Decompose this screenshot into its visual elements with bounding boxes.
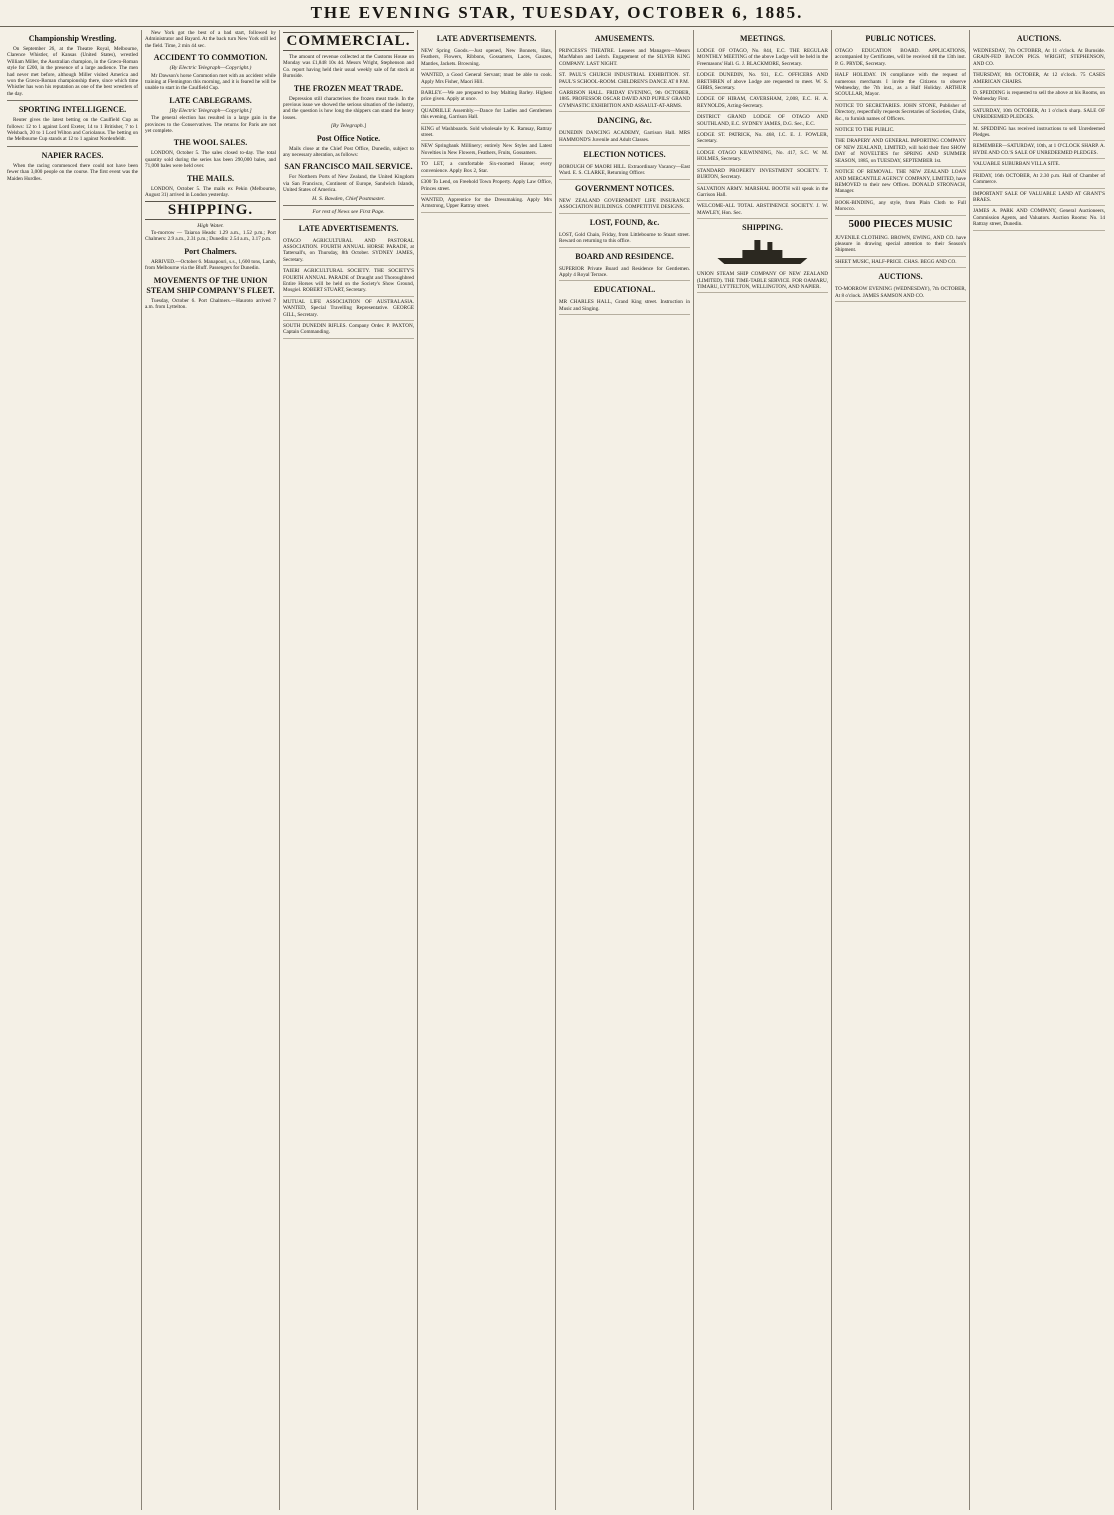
column-2 <box>142 30 280 1510</box>
advert: NOTICE TO SECRETARIES. JOHN STONE, Publisher of Directory, respectfully requests Secretaries of Societies, Clubs, &c., to furnish names of Officers. <box>835 101 966 125</box>
article-cablegrams: The general election has resulted in a large gain in the provinces to the Conservatives. The returns for Paris are not yet complete. <box>145 115 276 135</box>
heading-auctions: AUCTIONS. <box>878 272 923 282</box>
heading-shipping: SHIPPING. <box>742 223 783 233</box>
heading-public-notices: PUBLIC NOTICES. <box>865 34 936 43</box>
advert: MUTUAL LIFE ASSOCIATION OF AUSTRALASIA. WANTED, Special Travelling Representative. GEORGE GILL, Secretary. <box>283 297 414 321</box>
article-frozen-meat: Depression still characterises the frozen meat trade. In the previous issue we showed the serious situation of the industry, and the question is how long the shippers can stand the heavy losses. <box>283 95 414 121</box>
heading-mail-service: SAN FRANCISCO MAIL SERVICE. <box>284 162 413 172</box>
advert: FRIDAY, 16th OCTOBER, At 2.30 p.m. Hall of Chamber of Commerce. <box>973 171 1105 189</box>
advert: STANDARD PROPERTY INVESTMENT SOCIETY. T. BURTON, Secretary. <box>697 166 828 184</box>
advert: LODGE OF OTAGO, No. 844, E.C. THE REGULAR MONTHLY MEETING of the above Lodge will be held in the Freemasons' Hall. G. J. BLACKMORE, Secretary. <box>697 46 828 70</box>
advert: LODGE OF HIRAM, CAVERSHAM, 2,008, E.C. H. A. REYNOLDS, Acting-Secretary. <box>697 94 828 112</box>
advert: WANTED, a Good General Servant; must be able to cook. Apply Mrs Fisher, Maori Hill. <box>421 70 552 88</box>
column-5 <box>556 30 694 1510</box>
heading-accident: ACCIDENT TO COMMOTION. <box>153 53 268 63</box>
postmaster-signature: H. S. Bawden, Chief Postmaster. <box>312 195 385 202</box>
article-napier-races: When the racing commenced there could not have been fewer than 3,000 people on the course. The first event was the Maiden Hurdles. <box>7 162 138 182</box>
advert: LODGE DUNEDIN, No. 931, E.C. OFFICERS AND BRETHREN of above Lodge are requested to meet. W. S. GIBBS, Secretary. <box>697 70 828 94</box>
article-sporting: Reuter gives the latest betting on the Caulfield Cup as follows: 12 to 1 against Lord Exeter, 14 to 1 Britisher, 7 to 1 Welsbach, 20 to 1 Lord Wilton and Coriolanus. The betting on the Melbourne Cup stands at 12 to 1 against Nordenfeldt. <box>7 117 138 143</box>
advert: M. SPEDDING has received instructions to sell Unredeemed Pledges. <box>973 124 1105 142</box>
divider <box>7 100 138 101</box>
advert: LODGE OTAGO KILWINNING, No. 417, S.C. W. M. HOLMES, Secretary. <box>697 148 828 166</box>
subheading-telegraph: [By Electric Telegraph—Copyright.] <box>169 107 252 114</box>
divider <box>283 219 414 220</box>
advert: NOTICE TO THE PUBLIC. <box>835 125 966 136</box>
advert: OTAGO AGRICULTURAL AND PASTORAL ASSOCIATION. FOURTH ANNUAL HORSE PARADE, at Tattersall's, on Thursday, 8th October. SYDNEY JAMES, Secretary. <box>283 236 414 267</box>
article-fleet: Tuesday, October 6. Port Chalmers.—Hauroto arrived 7 a.m. from Lyttelton. <box>145 297 276 310</box>
advert: THURSDAY, 8th OCTOBER, At 12 o'clock. 75 CASES AMERICAN CHAIRS. <box>973 70 1105 88</box>
advert: REMEMBER—SATURDAY, 10th, at 1 O'CLOCK SHARP. A. HYDE AND CO.'S SALE OF UNREDEEMED PLEDGES. <box>973 141 1105 159</box>
article-wool-sales: LONDON, October 5. The sales closed to-day. The total quantity sold during the series has been 290,000 bales, and 71,000 bales were held over. <box>145 150 276 170</box>
advert: TO LET, a comfortable Six-roomed House; every convenience. Apply Box 2, Star. <box>421 159 552 177</box>
heading-napier-races: NAPIER RACES. <box>41 150 104 160</box>
heading-cablegrams: LATE CABLEGRAMS. <box>169 95 252 105</box>
article-mails: LONDON, October 5. The mails ex Pekin (Melbourne, August 31) arrived in London yesterday. <box>145 185 276 199</box>
advert: DUNEDIN DANCING ACADEMY, Garrison Hall. MRS HAMMOND'S Juvenile and Adult Classes. <box>559 128 690 146</box>
heading-frozen-meat: THE FROZEN MEAT TRADE. <box>293 83 404 93</box>
article-accident: Mr Dawson's horse Commotion met with an accident while training at Flemington this morning, and it is feared he will be unable to start in the Caulfield Cup. <box>145 72 276 92</box>
advert: NEW Spring Goods.—Just opened, New Bonnets, Hats, Feathers, Flowers, Ribbons, Gossamers, Laces, Gauzes, Mantles, Jackets. Browning. <box>421 46 552 70</box>
advert: SUPERIOR Private Board and Residence for Gentlemen. Apply 4 Royal Terrace. <box>559 264 690 282</box>
advert: WEDNESDAY, 7th OCTOBER, At 11 o'clock. At Burnside. GRAIN-FED BACON PIGS. WRIGHT, STEPHENSON, AND CO. <box>973 46 1105 70</box>
advert: WELCOME-ALL TOTAL ABSTINENCE SOCIETY. J. W. MAWLEY, Hon. Sec. <box>697 201 828 219</box>
masthead-title: THE EVENING STAR, TUESDAY, OCTOBER 6, 1885. <box>310 3 804 22</box>
article-high-water: To-morrow — Taiaroa Heads: 1.29 a.m., 1.52 p.m.; Port Chalmers: 2.9 a.m., 2.31 p.m.; Dunedin: 2.54 a.m., 3.17 p.m. <box>145 229 276 243</box>
advert: THE DRAPERY AND GENERAL IMPORTING COMPANY OF NEW ZEALAND, LIMITED, will hold their first SHOW DAY of NOVELTIES for SPRING AND SUMMER SEASON, 1885, on TUESDAY, SEPTEMBER 1st. <box>835 136 966 167</box>
heading-wool-sales: THE WOOL SALES. <box>173 138 248 148</box>
advert: MR CHARLES HALL, Grand King street. Instruction in Music and Singing. <box>559 297 690 315</box>
heading-wrestling: Championship Wrestling. <box>28 34 117 43</box>
advert: DISTRICT GRAND LODGE OF OTAGO AND SOUTHLAND, E.C. SYDNEY JAMES, D.G. Sec., E.C. <box>697 112 828 130</box>
advert: BOROUGH OF MAORI HILL. Extraordinary Vacancy—East Ward. E. S. CLARKE, Returning Officer. <box>559 162 690 180</box>
advert: ST. PAUL'S CHURCH INDUSTRIAL EXHIBITION. ST. PAUL'S SCHOOL-ROOM. CHILDREN'S DANCE AT 8 P.M. <box>559 70 690 88</box>
advert: SHEET MUSIC, HALF-PRICE. CHAS. BEGG AND CO. <box>835 257 966 268</box>
heading-government: GOVERNMENT NOTICES. <box>575 183 674 193</box>
columns <box>4 30 1110 1510</box>
steamship-icon <box>710 236 815 266</box>
divider <box>283 205 414 206</box>
advert: £300 To Lend, on Freehold Town Property. Apply Law Office, Princes street. <box>421 177 552 195</box>
heading-meetings: MEETINGS. <box>739 34 786 43</box>
heading-mails: THE MAILS. <box>186 173 235 183</box>
subheading-telegraph: [By Telegraph.] <box>330 123 367 130</box>
advert: TO-MORROW EVENING (WEDNESDAY), 7th OCTOBER, At 8 o'clock. JAMES SAMSON AND CO. <box>835 284 966 302</box>
column-1 <box>4 30 142 1510</box>
advert: JUVENILE CLOTHING. BROWN, EWING, AND CO. have pleasure in drawing special attention to their Season's Shipment. <box>835 233 966 257</box>
advert: TAIERI AGRICULTURAL SOCIETY. THE SOCIETY'S FOURTH ANNUAL PARADE of Draught and Thoroughbred Entire Horses will be held on the Society's Show Ground, Mosgiel. ROBERT STUART, Secretary. <box>283 266 414 297</box>
advert: BARLEY.—We are prepared to buy Malting Barley. Highest price given. Apply at once. <box>421 88 552 106</box>
heading-shipping: SHIPPING. <box>145 201 276 220</box>
advert: D. SPEDDING is requested to sell the above at his Rooms, on Wednesday First. <box>973 88 1105 106</box>
divider <box>7 146 138 147</box>
advert: SALVATION ARMY. MARSHAL BOOTH will speak in the Garrison Hall. <box>697 184 828 202</box>
column-8 <box>970 30 1108 1510</box>
column-7 <box>832 30 970 1510</box>
column-3 <box>280 30 418 1510</box>
article-arrivals: ARRIVED.—October 6. Manapouri, s.s., 1,600 tons, Lamb, from Melbourne via the Bluff. Passengers for Dunedin. <box>145 258 276 272</box>
heading-post-office: Post Office Notice. <box>316 133 381 143</box>
heading-lost-found: LOST, FOUND, &c. <box>589 217 660 227</box>
advert: LODGE ST. PATRICK, No. 468, I.C. E. J. FOWLER, Secretary. <box>697 130 828 148</box>
heading-commercial: COMMERCIAL. <box>283 32 414 51</box>
music-banner: 5000 PIECES MUSIC <box>848 217 953 230</box>
advert: WANTED, Apprentice for the Dressmaking. Apply Mrs Armstrong, Upper Rattray street. <box>421 195 552 213</box>
advert: JAMES A. PARK AND COMPANY, General Auctioneers, Commission Agents, and Valuators. Auction Rooms: No. 14 Rattray street, Dunedin. <box>973 206 1105 230</box>
heading-sporting: SPORTING INTELLIGENCE. <box>18 105 127 115</box>
heading-educational: EDUCATIONAL. <box>593 285 656 295</box>
heading-late-ads: LATE ADVERTISEMENTS. <box>298 223 399 233</box>
advert: NEW Springbank Millinery; entirely New Styles and Latest Novelties in New Flowers, Feathers, Fruits, Gossamers. <box>421 141 552 159</box>
advert: KING of Washboards. Sold wholesale by K. Ramsay, Rattray street. <box>421 124 552 142</box>
news-notice: For rest of News see First Page. <box>312 209 385 216</box>
advert: HALF HOLIDAY. IN compliance with the request of numerous merchants I invite the Citizens to observe Wednesday, the 7th inst., as a Half Holiday. ARTHUR SCOULLAR, Mayor. <box>835 70 966 101</box>
heading-election: ELECTION NOTICES. <box>583 150 666 160</box>
advert: SOUTH DUNEDIN RIFLES. Company Order. P. PAXTON, Captain Commanding. <box>283 321 414 339</box>
advert: UNION STEAM SHIP COMPANY OF NEW ZEALAND (LIMITED). THE TIME-TABLE SERVICE. FOR OAMARU, TIMARU, LYTTELTON, WELLINGTON, AND NAPIER. <box>697 269 828 293</box>
advert: SATURDAY, 10th OCTOBER, At 1 o'clock sharp. SALE OF UNREDEEMED PLEDGES. <box>973 106 1105 124</box>
article-post-office: Mails close at the Chief Post Office, Dunedin, subject to any necessary alteration, as follows: <box>283 145 414 159</box>
advert: NEW ZEALAND GOVERNMENT LIFE INSURANCE ASSOCIATION BUILDINGS. COMPETITIVE DESIGNS. <box>559 196 690 214</box>
advert: VALUABLE SUBURBAN VILLA SITE. <box>973 159 1105 170</box>
heading-board: BOARD AND RESIDENCE. <box>575 251 674 261</box>
heading-auctions: AUCTIONS. <box>1016 34 1062 43</box>
heading-amusements: AMUSEMENTS. <box>594 34 655 43</box>
heading-late-ads: LATE ADVERTISEMENTS. <box>436 34 537 43</box>
advert: PRINCESS'S THEATRE. Lessees and Managers—Messrs MacMahon and Leitch. Engagement of the SILVER KING COMPANY. LAST NIGHT. <box>559 46 690 70</box>
column-6 <box>694 30 832 1510</box>
advert: QUADRILLE Assembly.—Dance for Ladies and Gentlemen this evening, Garrison Hall. <box>421 106 552 124</box>
column-4 <box>418 30 556 1510</box>
subheading-high-water: High Water. <box>197 222 224 229</box>
masthead <box>0 0 1114 27</box>
subheading-copyright: (By Electric Telegraph—Copyright.) <box>169 65 252 72</box>
advert: IMPORTANT SALE OF VALUABLE LAND AT GRANT'S BRAES. <box>973 189 1105 207</box>
heading-dancing: DANCING, &c. <box>597 116 652 126</box>
advert: GARRISON HALL. FRIDAY EVENING, 9th OCTOBER, 1885. PROFESSOR OSCAR DAVID AND PUPILS' GRAND GYMNASTIC EXHIBITION AND ASSAULT-AT-ARMS. <box>559 88 690 112</box>
advert: NOTICE OF REMOVAL. THE NEW ZEALAND LOAN AND MERCANTILE AGENCY COMPANY, LIMITED, have REMOVED to their new Offices. DONALD STRONACH, Manager. <box>835 167 966 198</box>
article-wrestling: On September 26, at the Theatre Royal, Melbourne, Clarence Whistler, of Kansas (United States), wrestled William Miller, the Australian champion, in the Græco-Roman style for £200, in the presence of a large audience. The men had never met before, although Miller visited America and won the Græco-Roman championship there, since which time Whistler has won his reputation as one of the best wrestlers of the day. <box>7 46 138 97</box>
advert: LOST, Gold Chain, Friday, from Littlebourne to Stuart street. Reward on returning to this office. <box>559 230 690 248</box>
article-racing-cont: New York got the best of a bad start, followed by Administrator and Bayard. At the back turn New York still led the field. Time, 2 min 44 sec. <box>145 30 276 49</box>
article-mail-service: For Northern Ports of New Zealand, the United Kingdom via San Francisco, Continent of Europe, Sandwich Islands, United States of America. <box>283 174 414 194</box>
advert: OTAGO EDUCATION BOARD. APPLICATIONS, accompanied by Certificates, will be received till the 13th inst. P. G. PRYDE, Secretary. <box>835 46 966 70</box>
article-commercial: The amount of revenue collected at the Customs House on Monday was £1,848 10s 4d. Messrs Wright, Stephenson and Co. report having held their usual weekly sale of fat stock at Burnside. <box>283 54 414 80</box>
heading-port-chalmers: Port Chalmers. <box>184 246 237 256</box>
advert: BOOK-BINDING, any style, from Plain Cloth to Full Morocco. <box>835 198 966 216</box>
heading-fleet: MOVEMENTS OF THE UNION STEAM SHIP COMPANY'S FLEET. <box>146 275 275 295</box>
